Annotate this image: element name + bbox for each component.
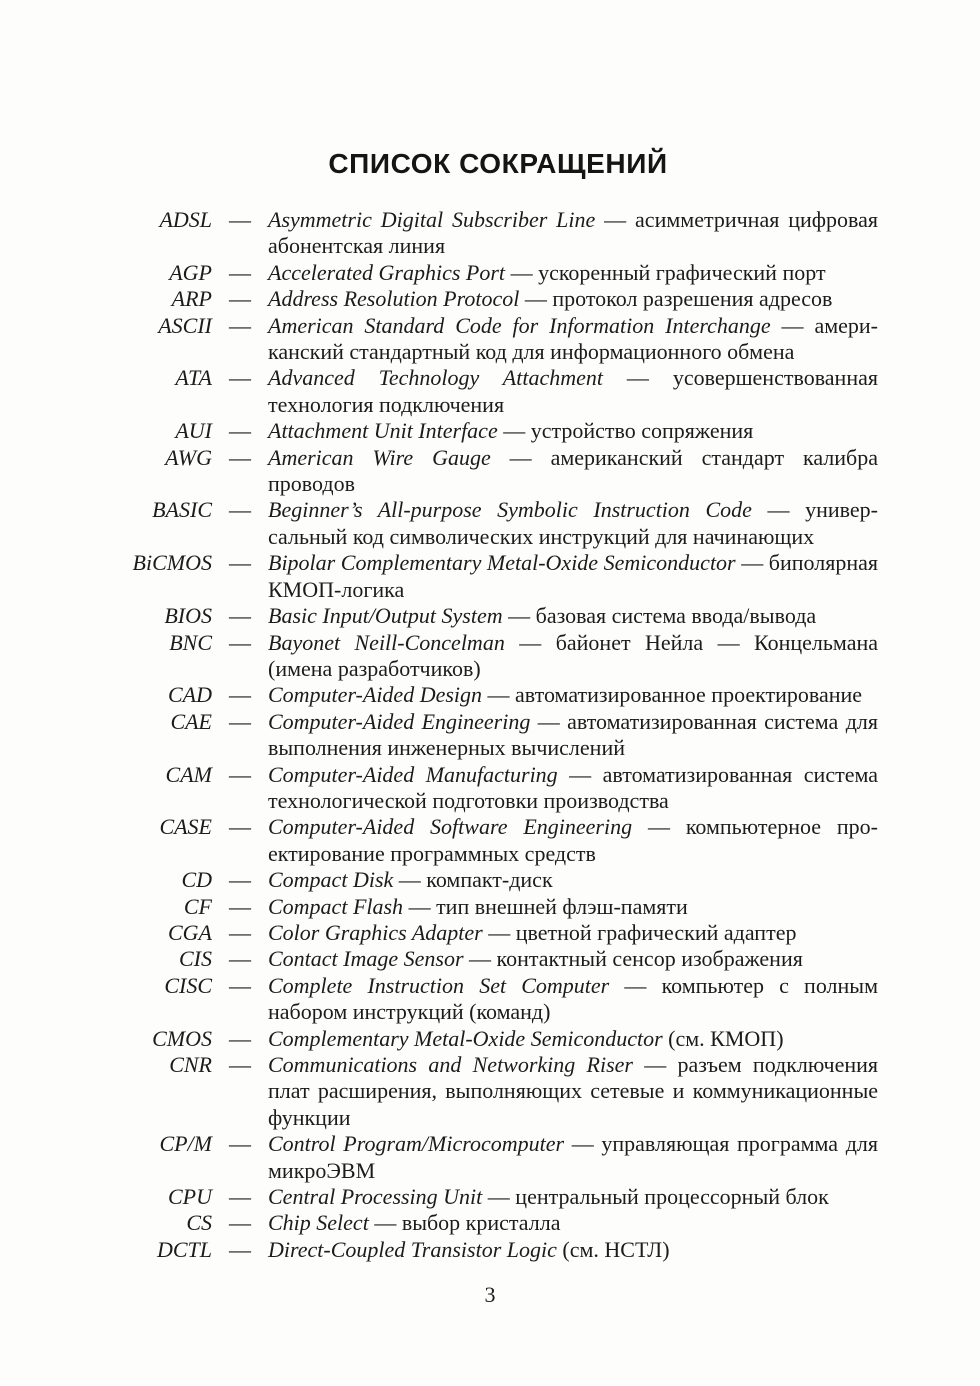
definition-separator: — — [497, 418, 531, 444]
definition-russian: автоматизированное проектирование — [515, 682, 863, 708]
definition-text — [268, 207, 878, 260]
definition-english: Color Graphics Adapter — [268, 919, 483, 945]
abbreviation-entry — [118, 418, 878, 444]
abbreviation-term: ARP — [171, 286, 212, 312]
definition-russian: асимметричная цифровая абонентская линия — [268, 207, 878, 259]
definition-text — [268, 313, 878, 366]
page-number: 3 — [484, 1282, 496, 1307]
definition-english: Compact Disk — [268, 867, 394, 893]
abbreviation-entry — [118, 1052, 878, 1131]
definition-english: Central Processing Unit — [268, 1184, 483, 1210]
definition-separator: — — [595, 207, 636, 232]
definition-english: Computer-Aided Manufacturing — [268, 761, 558, 787]
definition-russian: цветной графический адаптер — [515, 919, 797, 945]
definition-english: Direct-Coupled Transistor Logic — [268, 1236, 557, 1262]
definition-russian: биполярная КМОП-логика — [268, 550, 878, 602]
abbreviation-term: BASIC — [152, 497, 212, 523]
abbreviation-term: DCTL — [156, 1236, 212, 1262]
abbreviation-term: CAE — [170, 708, 212, 734]
abbreviation-entry — [118, 709, 878, 762]
abbreviation-entry — [118, 920, 878, 946]
definition-separator: — — [602, 365, 673, 391]
term-separator-dash: — — [229, 972, 251, 998]
definition-english: Chip Select — [268, 1210, 369, 1236]
term-separator-dash: — — [229, 1052, 251, 1077]
abbreviation-term: AUI — [175, 418, 212, 444]
definition-english: Computer-Aided Engineering — [268, 708, 531, 734]
definition-text — [268, 1210, 878, 1236]
definition-text — [268, 630, 878, 683]
definition-text — [268, 550, 878, 603]
definition-separator: — — [609, 972, 662, 998]
definition-english: Computer-Aided Software Engineering — [268, 814, 633, 840]
definition-english: Complementary Metal-Oxide Semiconductor — [268, 1025, 663, 1051]
definition-separator: — — [519, 286, 553, 312]
definition-english: Control Program/Microcomputer — [268, 1131, 565, 1157]
definition-separator: — — [482, 682, 516, 708]
abbreviation-list — [118, 207, 878, 1263]
definition-text — [268, 497, 878, 550]
definition-english: Advanced Technology Attachment — [268, 365, 603, 391]
abbreviation-term: ATA — [175, 365, 212, 391]
definition-text — [268, 814, 878, 867]
term-separator-dash: — — [229, 207, 251, 232]
term-separator-dash: — — [229, 497, 251, 523]
definition-text — [268, 603, 878, 629]
abbreviation-entry — [118, 946, 878, 972]
definition-text — [268, 1026, 878, 1052]
definition-english: American Standard Code for Information Interchange — [268, 312, 771, 338]
abbreviation-term: CP/M — [159, 1131, 212, 1157]
definition-russian: базовая система ввода/вывода — [535, 603, 817, 629]
definition-russian: тип внешней флэш-памяти — [436, 893, 688, 919]
definition-russian: управляющая программа для микроЭВМ — [268, 1131, 878, 1183]
definition-separator: — — [505, 259, 539, 285]
definition-english: Basic Input/Output System — [268, 603, 503, 629]
definition-english: Attachment Unit Interface — [268, 418, 498, 444]
term-separator-dash: — — [229, 312, 251, 338]
definition-russian: контактный сенсор изображения — [496, 946, 803, 972]
abbreviation-term: BNC — [169, 629, 212, 655]
term-separator-dash: — — [229, 1184, 251, 1210]
definition-russian: выбор кристалла — [401, 1210, 561, 1236]
definition-english: American Wire Gauge — [268, 444, 491, 470]
abbreviation-entry — [118, 550, 878, 603]
abbreviation-term: AGP — [169, 259, 212, 285]
abbreviation-term: CISC — [164, 972, 212, 998]
abbreviation-term: CAD — [168, 682, 212, 708]
term-separator-dash: — — [229, 893, 251, 919]
definition-separator: — — [770, 312, 815, 338]
definition-separator: — — [490, 444, 551, 470]
abbreviation-term: AWG — [165, 444, 212, 470]
definition-russian: американский стандартный код для информационного обмена — [268, 312, 878, 365]
definition-text — [268, 1052, 878, 1131]
abbreviation-term: ADSL — [159, 207, 212, 232]
definition-separator: — — [557, 761, 603, 787]
term-separator-dash: — — [229, 418, 251, 444]
definition-text — [268, 867, 878, 893]
abbreviation-entry — [118, 682, 878, 708]
term-separator-dash: — — [229, 603, 251, 629]
definition-separator: — — [633, 1052, 678, 1077]
abbreviation-entry — [118, 207, 878, 260]
term-separator-dash: — — [229, 1210, 251, 1236]
term-separator-dash: — — [229, 814, 251, 840]
abbreviation-term: BIOS — [164, 603, 212, 629]
abbreviation-entry — [118, 286, 878, 312]
definition-russian: компьютер с полным набором инструкций (команд) — [268, 972, 878, 1025]
abbreviation-term: ASCII — [158, 312, 212, 338]
term-separator-dash: — — [229, 629, 251, 655]
abbreviation-entry — [118, 630, 878, 683]
definition-russian: американский стандарт калибра проводов — [268, 444, 879, 497]
abbreviation-entry — [118, 260, 878, 286]
definition-english: Contact Image Sensor — [268, 946, 464, 972]
term-separator-dash: — — [229, 867, 251, 893]
definition-separator: — — [393, 867, 427, 893]
page-content — [118, 148, 878, 1263]
definition-text — [268, 1237, 878, 1263]
definition-russian: универсальный код символических инструкций для начинающих — [268, 497, 878, 549]
definition-text — [268, 973, 878, 1026]
abbreviation-entry — [118, 313, 878, 366]
term-separator-dash: — — [229, 286, 251, 312]
abbreviation-term: CMOS — [152, 1025, 212, 1051]
definition-russian: компьютерное проектирование программных средств — [268, 814, 878, 866]
definition-separator: — — [463, 946, 497, 972]
abbreviation-entry — [118, 762, 878, 815]
definition-russian: автоматизированная система технологической подготовки производства — [268, 761, 878, 813]
definition-english: Asymmetric Digital Subscriber Line — [268, 207, 596, 232]
definition-separator: — — [368, 1210, 402, 1236]
abbreviation-term: CPU — [168, 1184, 212, 1210]
definition-russian: устройство сопряжения — [530, 418, 754, 444]
abbreviation-term: CAM — [165, 761, 212, 787]
abbreviation-entry — [118, 814, 878, 867]
definition-english: Complete Instruction Set Computer — [268, 972, 610, 998]
definition-text — [268, 365, 878, 418]
definition-text — [268, 445, 878, 498]
abbreviation-entry — [118, 1131, 878, 1184]
abbreviation-term: CD — [181, 867, 212, 893]
term-separator-dash: — — [229, 682, 251, 708]
definition-text — [268, 1131, 878, 1184]
definition-english: Communications and Networking Riser — [268, 1052, 633, 1077]
abbreviation-entry — [118, 445, 878, 498]
definition-text — [268, 920, 878, 946]
definition-text — [268, 894, 878, 920]
abbreviation-entry — [118, 1210, 878, 1236]
page-title: СПИСОК СОКРАЩЕНИЙ — [328, 148, 668, 179]
term-separator-dash: — — [229, 444, 251, 470]
definition-english: Bipolar Complementary Metal-Oxide Semiconductor — [268, 550, 736, 576]
term-separator-dash: — — [229, 1025, 251, 1051]
term-separator-dash: — — [229, 946, 251, 972]
term-separator-dash: — — [229, 1236, 251, 1262]
abbreviation-term: CF — [183, 893, 212, 919]
definition-text — [268, 418, 878, 444]
abbreviation-term: BiCMOS — [132, 550, 212, 576]
definition-text — [268, 260, 878, 286]
term-separator-dash: — — [229, 919, 251, 945]
abbreviation-entry — [118, 497, 878, 550]
definition-russian: байонет Нейла — Концельмана (имена разработчиков) — [268, 629, 879, 681]
definition-separator: — — [502, 603, 536, 629]
definition-russian: компакт-диск — [426, 867, 553, 893]
abbreviation-entry — [118, 603, 878, 629]
term-separator-dash: — — [229, 365, 251, 391]
definition-separator: — — [403, 893, 437, 919]
definition-english: Address Resolution Protocol — [268, 286, 520, 312]
definition-russian: усовершенствованная технология подключения — [268, 365, 878, 417]
definition-text — [268, 709, 878, 762]
abbreviation-term: CS — [186, 1210, 212, 1236]
term-separator-dash: — — [229, 259, 251, 285]
definition-separator: — — [751, 497, 806, 523]
definition-russian: ускоренный графический порт — [538, 259, 826, 285]
definition-english: Compact Flash — [268, 893, 404, 919]
definition-separator: — — [564, 1131, 602, 1157]
definition-separator: — — [530, 708, 568, 734]
abbreviation-term: CIS — [179, 946, 212, 972]
definition-english: Beginner’s All-purpose Symbolic Instruction Code — [268, 497, 752, 523]
definition-english: Computer-Aided Design — [268, 682, 483, 708]
abbreviation-term: CNR — [169, 1052, 212, 1077]
abbreviation-entry — [118, 867, 878, 893]
definition-text — [268, 286, 878, 312]
definition-english: Bayonet Neill-Concelman — [268, 629, 505, 655]
abbreviation-entry — [118, 1237, 878, 1263]
definition-russian: (см. КМОП) — [668, 1025, 784, 1051]
term-separator-dash: — — [229, 1131, 251, 1157]
abbreviation-entry — [118, 1026, 878, 1052]
abbreviation-entry — [118, 1184, 878, 1210]
definition-separator: — — [632, 814, 686, 840]
term-separator-dash: — — [229, 761, 251, 787]
definition-russian: протокол разрешения адресов — [552, 286, 833, 312]
term-separator-dash: — — [229, 550, 251, 576]
definition-separator: — — [482, 919, 516, 945]
definition-separator: — — [735, 550, 769, 576]
definition-english: Accelerated Graphics Port — [268, 259, 506, 285]
abbreviation-entry — [118, 894, 878, 920]
abbreviation-entry — [118, 365, 878, 418]
abbreviation-term: CASE — [159, 814, 212, 840]
definition-text — [268, 682, 878, 708]
definition-separator: — — [504, 629, 556, 655]
definition-russian: разъем подключения плат расширения, выполняющих сетевые и коммуникационные функции — [268, 1052, 879, 1130]
definition-text — [268, 1184, 878, 1210]
term-separator-dash: — — [229, 708, 251, 734]
abbreviation-term: CGA — [168, 919, 212, 945]
definition-text — [268, 762, 878, 815]
abbreviation-entry — [118, 973, 878, 1026]
definition-text — [268, 946, 878, 972]
definition-separator: — — [482, 1184, 516, 1210]
definition-russian: центральный процессорный блок — [515, 1184, 829, 1210]
definition-russian: автоматизированная система для выполнения инженерных вычислений — [268, 708, 878, 761]
definition-russian: (см. НСТЛ) — [562, 1236, 670, 1262]
